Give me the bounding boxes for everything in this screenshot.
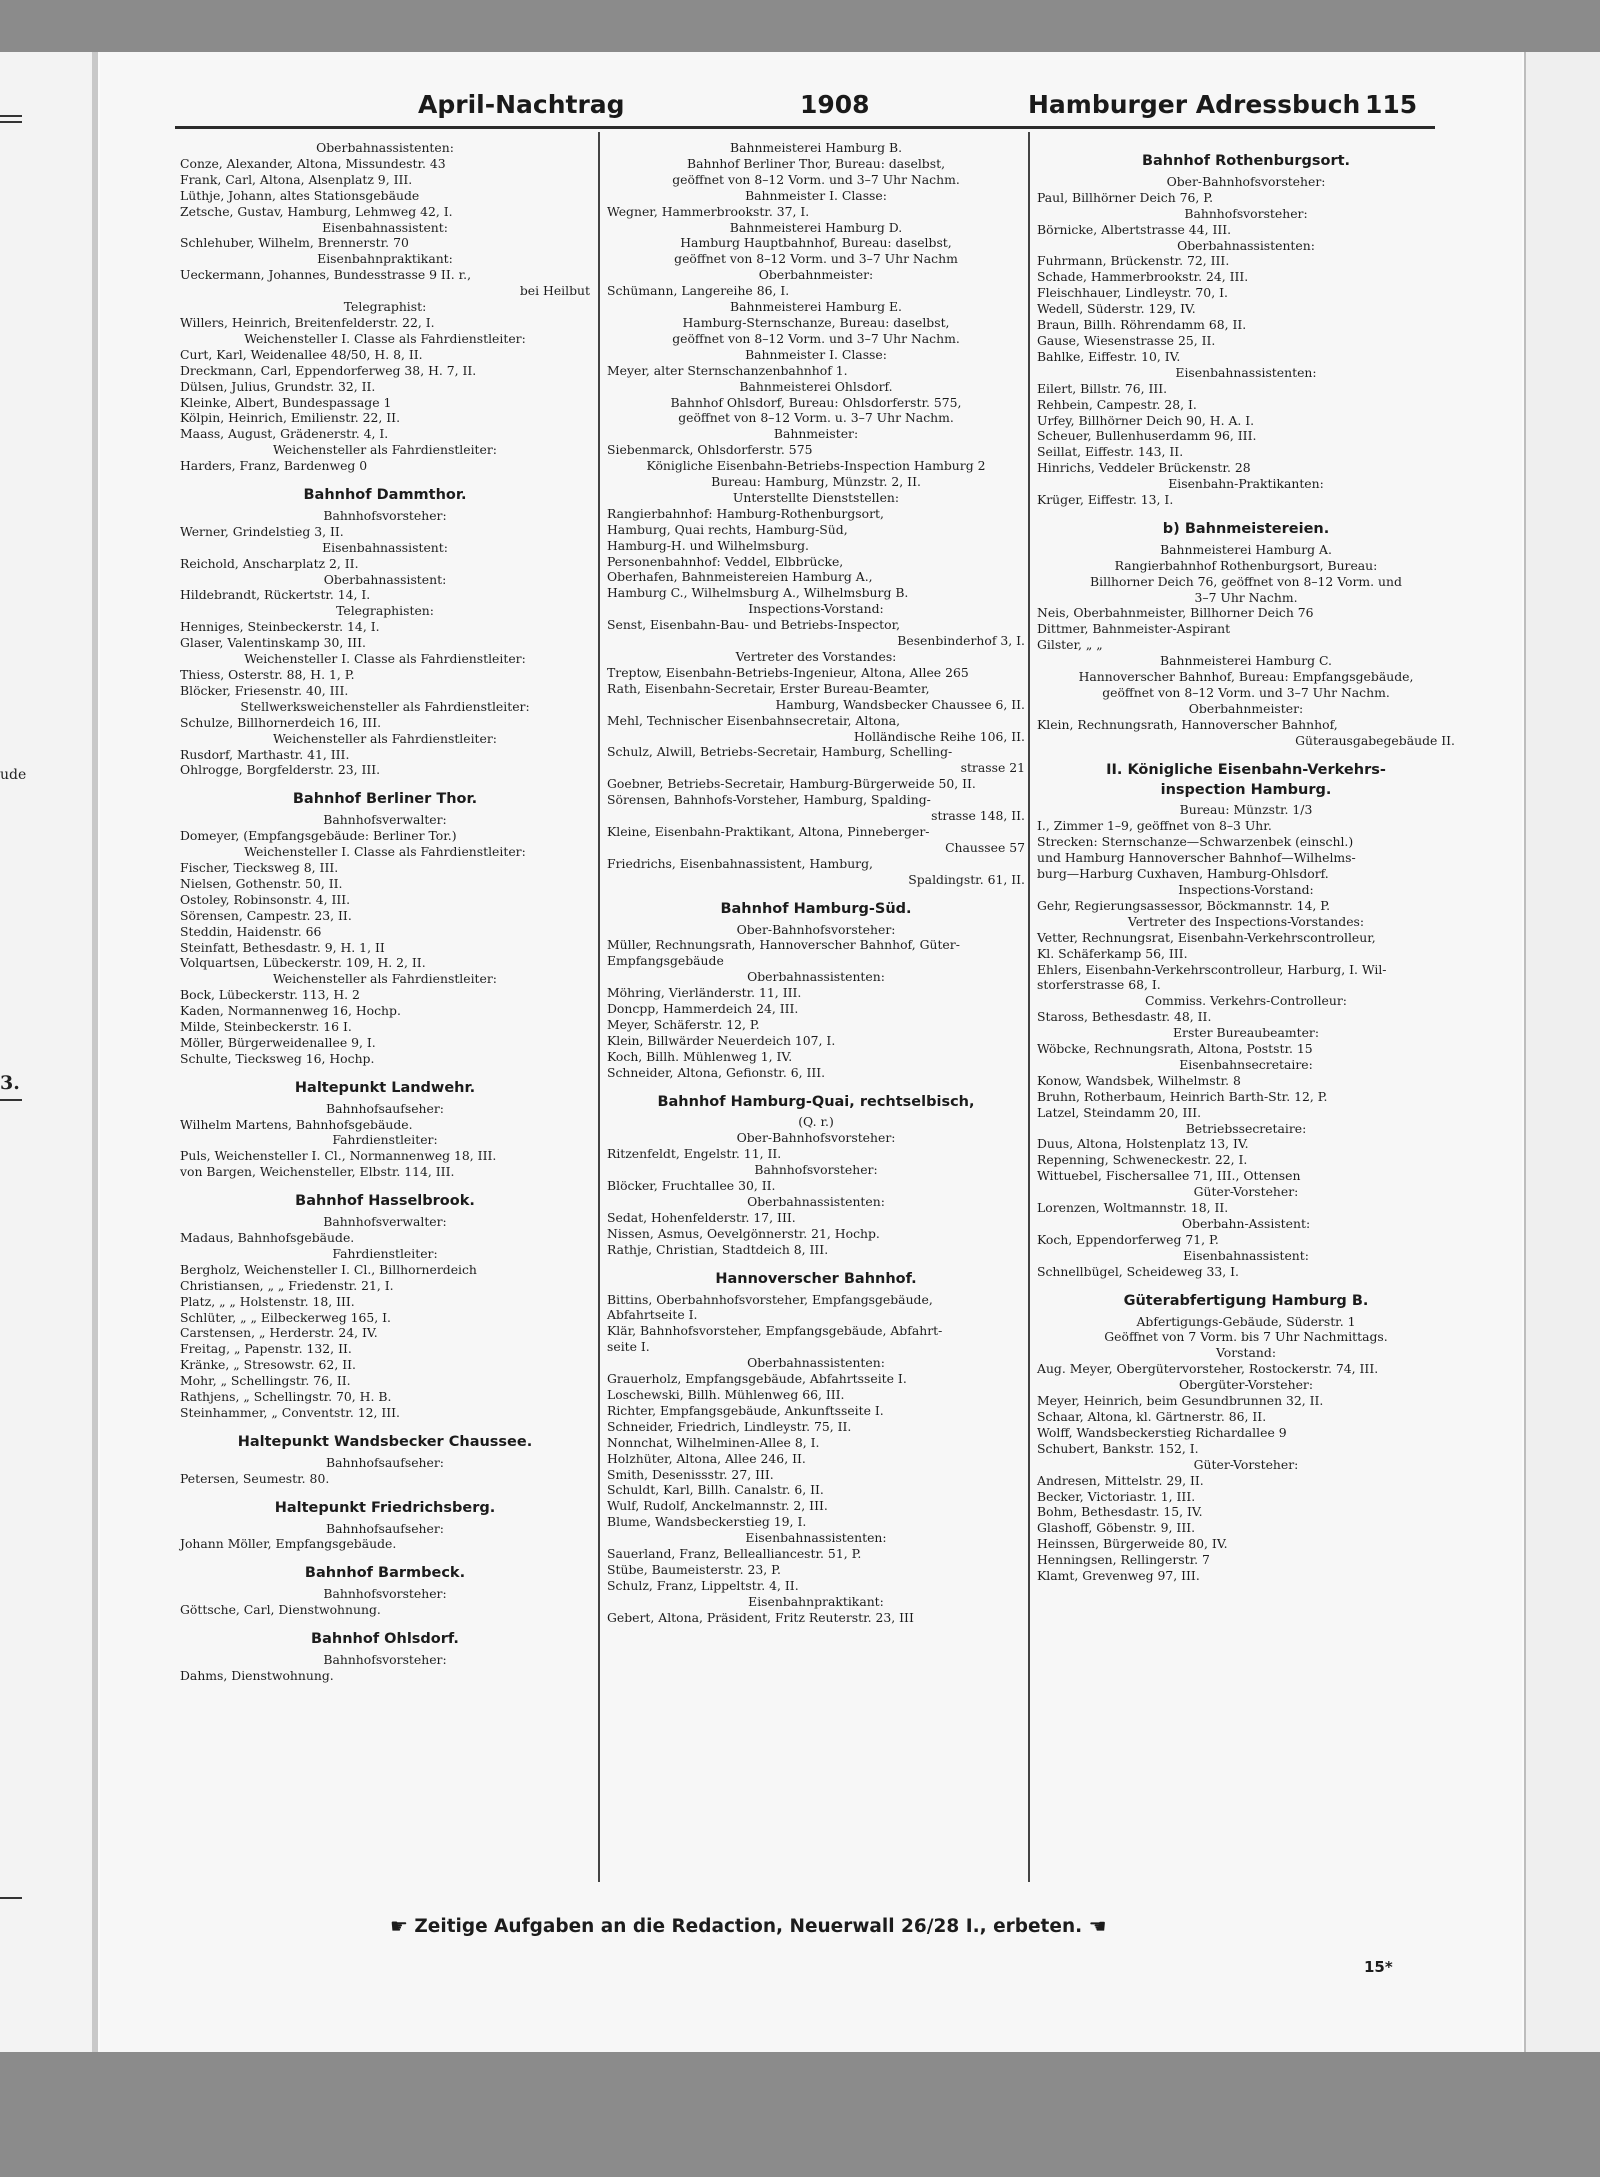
entry-line: Seillat, Eiffestr. 143, II.	[1037, 444, 1184, 460]
category-label: Güter-Vorsteher:	[1193, 1456, 1299, 1472]
category-label: Eisenbahnsecretaire:	[1179, 1056, 1313, 1072]
entry-line: Sedat, Hohenfelderstr. 17, III.	[607, 1209, 796, 1225]
entry-line: Steddin, Haidenstr. 66	[180, 923, 322, 939]
entry-line: Lorenzen, Woltmannstr. 18, II.	[1037, 1200, 1229, 1216]
category-label: Eisenbahnpraktikant:	[317, 251, 453, 267]
entry-line: Hamburg-H. und Wilhelmsburg.	[607, 537, 809, 553]
category-label: Weichensteller als Fahrdienstleiter:	[273, 971, 497, 987]
category-label: Weichensteller als Fahrdienstleiter:	[273, 730, 497, 746]
entry-line: Johann Möller, Empfangsgebäude.	[180, 1536, 397, 1552]
entry-line: Willers, Heinrich, Breitenfelderstr. 22, I.	[180, 314, 435, 330]
entry-line: Repenning, Schweneckestr. 22, I.	[1037, 1152, 1248, 1168]
entry-line: Goebner, Betriebs-Secretair, Hamburg-Bürgerweide 50, II.	[607, 776, 976, 792]
entry-line: Ohlrogge, Borgfelderstr. 23, III.	[180, 762, 381, 778]
category-label: Fahrdienstleiter:	[332, 1245, 438, 1261]
entry-line: Schulte, Tiecksweg 16, Hochp.	[180, 1050, 375, 1066]
category-label: Vorstand:	[1215, 1345, 1276, 1361]
entry-line: Paul, Billhörner Deich 76, P.	[1037, 189, 1214, 205]
entry-line: Werner, Grindelstieg 3, II.	[180, 523, 344, 539]
category-label: Weichensteller als Fahrdienstleiter:	[273, 442, 497, 458]
entry-line: Rathjens, „ Schellingstr. 70, H. B.	[180, 1389, 392, 1405]
header-title: Hamburger Adressbuch	[1028, 90, 1361, 119]
entry-line: Sörensen, Bahnhofs-Vorsteher, Hamburg, Spalding-	[607, 792, 931, 808]
entry-line: Bohm, Bethesdastr. 15, IV.	[1037, 1504, 1203, 1520]
category-label: Weichensteller I. Classe als Fahrdienstleiter:	[244, 651, 526, 667]
category-label: Obergüter-Vorsteher:	[1178, 1377, 1314, 1393]
category-label: Oberbahn-Assistent:	[1181, 1216, 1311, 1231]
entry-line: Schlüter, „ „ Eilbeckerweg 165, I.	[180, 1309, 391, 1325]
category-label: Betriebssecretaire:	[1185, 1120, 1307, 1136]
entry-line: Lüthje, Johann, altes Stationsgebäude	[180, 187, 420, 203]
entry-line: Wolff, Wandsbeckerstieg Richardallee 9	[1037, 1424, 1287, 1440]
category-label: Oberbahnmeister:	[758, 267, 874, 283]
entry-line: Bergholz, Weichensteller I. Cl., Billhornerdeich	[180, 1261, 477, 1277]
column-3	[1037, 140, 1455, 1584]
entry-line: Andresen, Mittelstr. 29, II.	[1037, 1472, 1204, 1488]
entry-line: Steinfatt, Bethesdastr. 9, H. 1, II	[180, 939, 385, 955]
left-page-fragment: ude	[0, 767, 27, 783]
entry-line: Eilert, Billstr. 76, III.	[1037, 380, 1168, 396]
entry-line: Mohr, „ Schellingstr. 76, II.	[180, 1373, 351, 1389]
category-label: Telegraphist:	[343, 299, 427, 315]
column-2	[607, 140, 1025, 1626]
entry-line: Neis, Oberbahnmeister, Billhorner Deich 76	[1037, 605, 1314, 621]
entry-line: Kleinke, Albert, Bundespassage 1	[180, 394, 392, 410]
entry-line: Domeyer, (Empfangsgebäude: Berliner Tor.)	[180, 828, 457, 844]
entry-line: Heinssen, Bürgerweide 80, IV.	[1037, 1536, 1228, 1552]
left-page-mark	[0, 1099, 22, 1101]
entry-line: Bock, Lübeckerstr. 113, H. 2	[180, 987, 360, 1003]
entry-line: Schulz, Alwill, Betriebs-Secretair, Hamburg, Schelling-	[607, 744, 953, 760]
category-label: Stellwerksweichensteller als Fahrdienstleiter:	[240, 698, 530, 714]
category-label: Bahnmeister:	[773, 426, 859, 442]
category-label: Vertreter des Inspections-Vorstandes:	[1127, 913, 1365, 929]
section-heading: II. Königliche Eisenbahn-Verkehrs-	[1106, 761, 1386, 778]
entry-line: Zetsche, Gustav, Hamburg, Lehmweg 42, I.	[180, 203, 453, 219]
entry-line: Petersen, Seumestr. 80.	[180, 1470, 330, 1486]
entry-line: Rehbein, Campestr. 28, I.	[1037, 396, 1197, 412]
entry-line: Dreckmann, Carl, Eppendorferweg 38, H. 7, II.	[180, 362, 477, 378]
section-heading: Bahnhof Hamburg-Quai, rechtselbisch,	[657, 1093, 975, 1110]
entry-line: Grauerholz, Empfangsgebäude, Abfahrtsseite I.	[607, 1371, 907, 1387]
entry-line: Braun, Billh. Röhrendamm 68, II.	[1037, 317, 1247, 333]
category-label: Oberbahnassistenten:	[1177, 237, 1315, 253]
entry-line: Müller, Rechnungsrath, Hannoverscher Bahnhof, Güter-	[607, 937, 960, 953]
entry-line: Smith, Desenissstr. 27, III.	[607, 1466, 774, 1482]
entry-line: Conze, Alexander, Altona, Missundestr. 43	[180, 155, 446, 171]
entry-line: Ueckermann, Johannes, Bundesstrasse 9 II. r.,	[180, 267, 472, 283]
entry-line: Glashoff, Göbenstr. 9, III.	[1037, 1520, 1196, 1536]
entry-line: Rangierbahnhof: Hamburg-Rothenburgsort,	[607, 505, 884, 521]
category-label: (Q. r.)	[798, 1114, 834, 1130]
category-label: Abfertigungs-Gebäude, Süderstr. 1	[1136, 1313, 1356, 1329]
category-label: Bahnhofsverwalter:	[323, 812, 447, 828]
category-label: Bahnmeisterei Hamburg E.	[730, 299, 902, 315]
category-label: Bahnmeister I. Classe:	[745, 187, 887, 203]
entry-line: Schümann, Langereihe 86, I.	[607, 283, 790, 299]
entry-continuation: Besenbinderhof 3, I.	[897, 633, 1025, 649]
category-label: Oberbahnassistenten:	[747, 969, 885, 985]
entry-line: Hildebrandt, Rückertstr. 14, I.	[180, 587, 371, 603]
entry-line: Empfangsgebäude	[607, 953, 724, 969]
category-label: Unterstellte Dienststellen:	[732, 489, 900, 505]
entry-line: Milde, Steinbeckerstr. 16 I.	[180, 1019, 352, 1035]
section-heading: Bahnhof Ohlsdorf.	[311, 1631, 459, 1648]
entry-line: Oberhafen, Bahnmeistereien Hamburg A.,	[607, 569, 873, 585]
entry-line: Meyer, alter Sternschanzenbahnhof 1.	[607, 362, 848, 378]
entry-line: Ritzenfeldt, Engelstr. 11, II.	[607, 1146, 782, 1162]
entry-line: Blöcker, Friesenstr. 40, III.	[180, 682, 349, 698]
entry-line: Bahlke, Eiffestr. 10, IV.	[1037, 348, 1181, 364]
entry-line: Koch, Eppendorferweg 71, P.	[1037, 1231, 1219, 1247]
category-label: Bahnmeister I. Classe:	[745, 346, 887, 362]
category-label: Bahnhofsaufseher:	[326, 1100, 444, 1116]
category-label: Weichensteller I. Classe als Fahrdienstleiter:	[244, 844, 526, 860]
entry-line: Senst, Eisenbahn-Bau- und Betriebs-Inspector,	[607, 617, 901, 633]
entry-line: von Bargen, Weichensteller, Elbstr. 114, III.	[180, 1164, 455, 1180]
entry-line: Nielsen, Gothenstr. 50, II.	[180, 875, 343, 891]
column-1	[180, 140, 590, 1684]
category-label: Bahnhofsvorsteher:	[323, 1586, 447, 1602]
entry-line: Kölpin, Heinrich, Emilienstr. 22, II.	[180, 410, 401, 426]
section-heading: Bahnhof Barmbeck.	[304, 1565, 466, 1582]
category-label: Oberbahnassistent:	[323, 571, 447, 587]
section-heading: Bahnhof Dammthor.	[303, 487, 467, 504]
entry-line: Hamburg C., Wilhelmsburg A., Wilhelmsburg B.	[607, 585, 909, 601]
entry-line: Wulf, Rudolf, Anckelmannstr. 2, III.	[607, 1498, 828, 1514]
entry-line: Ostoley, Robinsonstr. 4, III.	[180, 891, 351, 907]
entry-line: Schneider, Altona, Gefionstr. 6, III.	[607, 1064, 826, 1080]
section-heading: Bahnhof Hamburg-Süd.	[720, 900, 912, 917]
entry-line: Aug. Meyer, Obergütervorsteher, Rostockerstr. 74, III.	[1037, 1361, 1379, 1377]
category-label: Rangierbahnhof Rothenburgsort, Bureau:	[1114, 557, 1378, 573]
entry-line: Meyer, Schäferstr. 12, P.	[607, 1016, 760, 1032]
entry-line: Möller, Bürgerweidenallee 9, I.	[180, 1034, 376, 1050]
category-label: Oberbahnassistenten:	[316, 140, 454, 155]
category-label: Bahnhofsaufseher:	[326, 1454, 444, 1470]
entry-line: Klamt, Grevenweg 97, III.	[1037, 1568, 1200, 1584]
entry-line: Ehlers, Eisenbahn-Verkehrscontrolleur, Harburg, I. Wil-	[1037, 961, 1387, 977]
entry-line: Klein, Rechnungsrath, Hannoverscher Bahnhof,	[1037, 716, 1338, 732]
entry-line: Sörensen, Campestr. 23, II.	[180, 907, 352, 923]
page-gutter	[92, 52, 98, 2052]
entry-line: Fuhrmann, Brückenstr. 72, III.	[1037, 253, 1230, 269]
category-label: Inspections-Vorstand:	[748, 601, 884, 617]
entry-line: Kränke, „ Stresowstr. 62, II.	[180, 1357, 356, 1373]
category-label: Eisenbahnpraktikant:	[748, 1593, 884, 1609]
category-label: Bahnhof Ohlsdorf, Bureau: Ohlsdorferstr. 575,	[670, 394, 962, 410]
entry-line: Loschewski, Billh. Mühlenweg 66, III.	[607, 1386, 845, 1402]
entry-line: Schlehuber, Wilhelm, Brennerstr. 70	[180, 235, 409, 251]
category-label: Eisenbahnassistent:	[322, 539, 448, 555]
entry-line: burg—Harburg Cuxhaven, Hamburg-Ohlsdorf.	[1037, 866, 1329, 882]
column-rule	[1028, 132, 1030, 1882]
category-label: Vertreter des Vorstandes:	[735, 649, 897, 664]
entry-line: Reichold, Anscharplatz 2, II.	[180, 555, 359, 571]
entry-line: Wegner, Hammerbrookstr. 37, I.	[607, 203, 810, 219]
category-label: geöffnet von 8–12 Vorm. und 3–7 Uhr Nachm.	[1102, 685, 1390, 700]
entry-line: Nonnchat, Wilhelminen-Allee 8, I.	[607, 1434, 820, 1450]
entry-line: Schuldt, Karl, Billh. Canalstr. 6, II.	[607, 1482, 824, 1498]
entry-continuation: Spaldingstr. 61, II.	[908, 871, 1025, 887]
section-heading: Güterabfertigung Hamburg B.	[1123, 1292, 1369, 1309]
entry-line: Doncpp, Hammerdeich 24, III.	[607, 1001, 799, 1017]
entry-line: Curt, Karl, Weidenallee 48/50, H. 8, II.	[180, 346, 423, 362]
section-heading: Haltepunkt Friedrichsberg.	[274, 1499, 496, 1516]
pointing-hand-left-icon: ☚	[1088, 1914, 1107, 1938]
entry-line: Kaden, Normannenweg 16, Hochp.	[180, 1003, 401, 1019]
entry-line: Fleischhauer, Lindleystr. 70, I.	[1037, 285, 1228, 301]
category-label: Oberbahnassistenten:	[747, 1355, 885, 1371]
entry-line: Nissen, Asmus, Oevelgönnerstr. 21, Hochp.	[607, 1225, 880, 1241]
left-page-mark	[0, 121, 22, 123]
entry-line: Rathje, Christian, Stadtdeich 8, III.	[607, 1241, 829, 1257]
section-heading: Haltepunkt Landwehr.	[294, 1079, 476, 1096]
entry-line: Gause, Wiesenstrasse 25, II.	[1037, 332, 1216, 348]
category-label: Fahrdienstleiter:	[332, 1132, 438, 1148]
entry-line: Staross, Bethesdastr. 48, II.	[1037, 1009, 1212, 1025]
category-label: Hamburg Hauptbahnhof, Bureau: daselbst,	[680, 235, 952, 251]
entry-line: Kl. Schäferkamp 56, III.	[1037, 945, 1188, 961]
category-label: Eisenbahnassistenten:	[745, 1530, 887, 1546]
entry-line: Dahms, Dienstwohnung.	[180, 1667, 334, 1683]
category-label: Billhorner Deich 76, geöffnet von 8–12 Vorm. und	[1090, 573, 1402, 589]
category-label: Bahnhof Berliner Thor, Bureau: daselbst,	[686, 155, 946, 171]
entry-line: Möhring, Vierländerstr. 11, III.	[607, 985, 802, 1001]
section-heading: Bahnhof Berliner Thor.	[292, 791, 478, 808]
column-rule	[598, 132, 600, 1882]
category-label: Eisenbahn-Praktikanten:	[1168, 476, 1324, 492]
entry-line: Holzhüter, Altona, Allee 246, II.	[607, 1450, 806, 1466]
entry-line: Klein, Billwärder Neuerdeich 107, I.	[607, 1032, 836, 1048]
entry-line: Freitag, „ Papenstr. 132, II.	[180, 1341, 352, 1357]
left-page-fragment: 3.	[0, 1072, 20, 1094]
entry-line: Schaar, Altona, kl. Gärtnerstr. 86, II.	[1037, 1408, 1267, 1424]
section-heading: Bahnhof Rothenburgsort.	[1141, 153, 1351, 169]
entry-line: seite I.	[607, 1339, 650, 1355]
entry-line: Bruhn, Rotherbaum, Heinrich Barth-Str. 12, P.	[1037, 1088, 1328, 1104]
left-page-edge	[0, 52, 95, 2052]
entry-continuation: strasse 148, II.	[931, 808, 1025, 824]
entry-line: Vetter, Rechnungsrat, Eisenbahn-Verkehrscontrolleur,	[1037, 929, 1376, 945]
entry-continuation: Chaussee 57	[945, 839, 1025, 855]
entry-line: Schulz, Franz, Lippeltstr. 4, II.	[607, 1577, 799, 1593]
entry-continuation: bei Heilbut	[519, 283, 590, 299]
entry-line: Christiansen, „ „ Friedenstr. 21, I.	[180, 1277, 394, 1293]
entry-line: Harders, Franz, Bardenweg 0	[180, 458, 368, 474]
category-label: Bureau: Münzstr. 1/3	[1179, 802, 1313, 818]
entry-line: Koch, Billh. Mühlenweg 1, IV.	[607, 1048, 793, 1064]
footer-text: Zeitige Aufgaben an die Redaction, Neuerwall 26/28 I., erbeten.	[414, 1916, 1083, 1937]
category-label: Bahnhofsverwalter:	[323, 1214, 447, 1230]
entry-line: Krüger, Eiffestr. 13, I.	[1037, 492, 1174, 508]
category-label: Bahnmeisterei Hamburg B.	[729, 140, 903, 155]
page-header	[160, 90, 1430, 126]
entry-line: Urfey, Billhörner Deich 90, H. A. I.	[1037, 412, 1255, 428]
entry-line: Fischer, Tiecksweg 8, III.	[180, 859, 339, 875]
entry-line: Dittmer, Bahnmeister-Aspirant	[1037, 621, 1231, 637]
category-label: Eisenbahnassistent:	[1183, 1247, 1309, 1263]
category-label: Erster Bureaubeamter:	[1172, 1025, 1320, 1041]
category-label: Bahnmeisterei Hamburg D.	[729, 219, 903, 235]
entry-line: Klär, Bahnhofsvorsteher, Empfangsgebäude, Abfahrt-	[607, 1323, 943, 1339]
category-label: Güter-Vorsteher:	[1193, 1184, 1299, 1200]
entry-line: I., Zimmer 1–9, geöffnet von 8–3 Uhr.	[1037, 818, 1272, 834]
entry-line: Hinrichs, Veddeler Brückenstr. 28	[1037, 460, 1251, 476]
entry-line: Gebert, Altona, Präsident, Fritz Reuterstr. 23, III	[607, 1609, 914, 1625]
entry-line: Wöbcke, Rechnungsrath, Altona, Poststr. 15	[1037, 1041, 1313, 1057]
entry-line: Glaser, Valentinskamp 30, III.	[180, 635, 366, 651]
category-label: Geöffnet von 7 Vorm. bis 7 Uhr Nachmittags.	[1104, 1329, 1388, 1345]
category-label: Bahnhofsvorsteher:	[1184, 205, 1308, 221]
category-label: Ober-Bahnhofsvorsteher:	[736, 1130, 896, 1146]
category-label: 3–7 Uhr Nachm.	[1194, 589, 1298, 605]
category-label: Inspections-Vorstand:	[1178, 881, 1314, 897]
entry-line: Schade, Hammerbrookstr. 24, III.	[1037, 269, 1249, 285]
entry-line: Henniges, Steinbeckerstr. 14, I.	[180, 619, 380, 635]
footer-notice	[390, 1914, 1430, 1940]
category-label: geöffnet von 8–12 Vorm. u. 3–7 Uhr Nachm.	[678, 410, 954, 426]
category-label: Bahnhofsaufseher:	[326, 1520, 444, 1536]
entry-line: Personenbahnhof: Veddel, Elbbrücke,	[607, 553, 844, 569]
entry-line: Scheuer, Bullenhuserdamm 96, III.	[1037, 428, 1257, 444]
entry-line: Latzel, Steindamm 20, III.	[1037, 1104, 1202, 1120]
category-label: Hamburg-Sternschanze, Bureau: daselbst,	[682, 314, 950, 330]
entry-line: Schneider, Friedrich, Lindleystr. 75, II.	[607, 1418, 852, 1434]
category-label: Hannoverscher Bahnhof, Bureau: Empfangsgebäude,	[1078, 669, 1414, 685]
header-rule	[175, 126, 1435, 129]
entry-line: Treptow, Eisenbahn-Betriebs-Ingenieur, Altona, Allee 265	[607, 664, 969, 680]
category-label: Königliche Eisenbahn-Betriebs-Inspection Hamburg 2	[646, 458, 986, 474]
entry-line: Schubert, Bankstr. 152, I.	[1037, 1440, 1199, 1456]
section-heading: Bahnhof Hasselbrook.	[295, 1193, 475, 1210]
category-label: Oberbahnassistenten:	[747, 1194, 885, 1209]
left-page-mark	[0, 115, 22, 117]
category-label: Bahnmeisterei Hamburg A.	[1160, 541, 1332, 557]
right-page-edge	[1524, 52, 1600, 2052]
entry-line: und Hamburg Hannoverscher Bahnhof—Wilhelms-	[1037, 850, 1356, 866]
entry-continuation: Holländische Reihe 106, II.	[853, 728, 1025, 744]
entry-line: Strecken: Sternschanze—Schwarzenbek (einschl.)	[1037, 834, 1354, 850]
entry-line: Gehr, Regierungsassessor, Böckmannstr. 14, P.	[1037, 897, 1331, 913]
section-heading: inspection Hamburg.	[1160, 781, 1332, 798]
category-label: Ober-Bahnhofsvorsteher:	[1166, 173, 1326, 189]
category-label: Commiss. Verkehrs-Controlleur:	[1145, 993, 1347, 1009]
signature-mark: 15*	[1364, 1958, 1393, 1976]
entry-line: Puls, Weichensteller I. Cl., Normannenweg 18, III.	[180, 1148, 497, 1164]
entry-line: Schulze, Billhornerdeich 16, III.	[180, 714, 382, 730]
entry-line: Siebenmarck, Ohlsdorferstr. 575	[607, 442, 813, 458]
category-label: geöffnet von 8–12 Vorm. und 3–7 Uhr Nachm.	[672, 330, 960, 346]
entry-line: Blöcker, Fruchtallee 30, II.	[607, 1178, 776, 1194]
entry-continuation: strasse 21	[960, 760, 1025, 776]
entry-line: Bittins, Oberbahnhofsvorsteher, Empfangsgebäude,	[607, 1291, 933, 1307]
category-label: Oberbahnmeister:	[1188, 700, 1304, 716]
category-label: Weichensteller I. Classe als Fahrdienstleiter:	[244, 330, 526, 346]
entry-line: Friedrichs, Eisenbahnassistent, Hamburg,	[607, 855, 873, 871]
entry-line: Becker, Victoriastr. 1, III.	[1037, 1488, 1196, 1504]
category-label: Bahnhofsvorsteher:	[323, 507, 447, 523]
entry-line: Sauerland, Franz, Bellealliancestr. 51, P.	[607, 1546, 862, 1562]
category-label: Telegraphisten:	[336, 603, 434, 619]
entry-line: Carstensen, „ Herderstr. 24, IV.	[180, 1325, 378, 1341]
entry-line: Börnicke, Albertstrasse 44, III.	[1037, 221, 1232, 237]
page-number: 115	[1365, 90, 1418, 119]
left-page-mark	[0, 1897, 22, 1899]
category-label: Bahnhofsvorsteher:	[754, 1162, 878, 1178]
entry-line: Kleine, Eisenbahn-Praktikant, Altona, Pinneberger-	[607, 823, 930, 839]
entry-line: Schnellbügel, Scheideweg 33, I.	[1037, 1263, 1239, 1279]
pointing-hand-right-icon: ☛	[390, 1914, 408, 1938]
entry-line: Maass, August, Grädenerstr. 4, I.	[180, 426, 389, 442]
entry-line: Platz, „ „ Holstenstr. 18, III.	[180, 1293, 355, 1309]
entry-line: Duus, Altona, Holstenplatz 13, IV.	[1037, 1136, 1249, 1152]
section-heading: b) Bahnmeistereien.	[1162, 520, 1330, 537]
category-label: Ober-Bahnhofsvorsteher:	[736, 921, 896, 937]
category-label: Bureau: Hamburg, Münzstr. 2, II.	[711, 474, 921, 490]
entry-line: Konow, Wandsbek, Wilhelmstr. 8	[1037, 1072, 1241, 1088]
entry-line: Mehl, Technischer Eisenbahnsecretair, Altona,	[607, 712, 901, 728]
entry-line: Rusdorf, Marthastr. 41, III.	[180, 746, 350, 762]
entry-line: Henningsen, Rellingerstr. 7	[1037, 1552, 1210, 1568]
entry-line: Steinhammer, „ Conventstr. 12, III.	[180, 1404, 400, 1420]
entry-line: Hamburg, Quai rechts, Hamburg-Süd,	[607, 521, 848, 537]
entry-line: Thiess, Osterstr. 88, H. 1, P.	[180, 667, 355, 682]
entry-line: Abfahrtseite I.	[607, 1307, 698, 1323]
entry-line: Gilster, „ „	[1037, 637, 1103, 653]
entry-continuation: Güterausgabegebäude II.	[1295, 732, 1455, 748]
category-label: geöffnet von 8–12 Vorm. und 3–7 Uhr Nachm	[674, 251, 958, 267]
entry-line: storferstrasse 68, I.	[1037, 977, 1161, 993]
entry-line: Madaus, Bahnhofsgebäude.	[180, 1230, 355, 1245]
entry-line: Meyer, Heinrich, beim Gesundbrunnen 32, II.	[1037, 1393, 1324, 1409]
entry-line: Wilhelm Martens, Bahnhofsgebäude.	[180, 1116, 413, 1132]
category-label: Bahnmeisterei Hamburg C.	[1160, 653, 1332, 669]
entry-line: Volquartsen, Lübeckerstr. 109, H. 2, II.	[180, 955, 426, 971]
header-year: 1908	[800, 90, 870, 119]
entry-line: Göttsche, Carl, Dienstwohnung.	[180, 1602, 381, 1618]
entry-line: Richter, Empfangsgebäude, Ankunftsseite I.	[607, 1402, 884, 1418]
entry-line: Dülsen, Julius, Grundstr. 32, II.	[180, 378, 376, 394]
category-label: Eisenbahnassistent:	[322, 219, 448, 235]
entry-line: Stübe, Baumeisterstr. 23, P.	[607, 1561, 781, 1577]
category-label: geöffnet von 8–12 Vorm. und 3–7 Uhr Nachm.	[672, 171, 960, 187]
section-heading: Haltepunkt Wandsbecker Chaussee.	[237, 1433, 533, 1450]
section-heading: Hannoverscher Bahnhof.	[715, 1270, 917, 1287]
category-label: Bahnmeisterei Ohlsdorf.	[739, 378, 893, 394]
entry-line: Rath, Eisenbahn-Secretair, Erster Bureau-Beamter,	[607, 680, 930, 696]
category-label: Eisenbahnassistenten:	[1175, 364, 1317, 380]
entry-line: Wedell, Süderstr. 129, IV.	[1037, 301, 1196, 317]
category-label: Bahnhofsvorsteher:	[323, 1651, 447, 1667]
entry-line: Blume, Wandsbeckerstieg 19, I.	[607, 1514, 807, 1530]
entry-line: Frank, Carl, Altona, Alsenplatz 9, III.	[180, 171, 413, 187]
header-section: April-Nachtrag	[418, 90, 625, 119]
entry-continuation: Hamburg, Wandsbecker Chaussee 6, II.	[775, 696, 1025, 712]
entry-line: Wittuebel, Fischersallee 71, III., Ottensen	[1037, 1168, 1301, 1184]
